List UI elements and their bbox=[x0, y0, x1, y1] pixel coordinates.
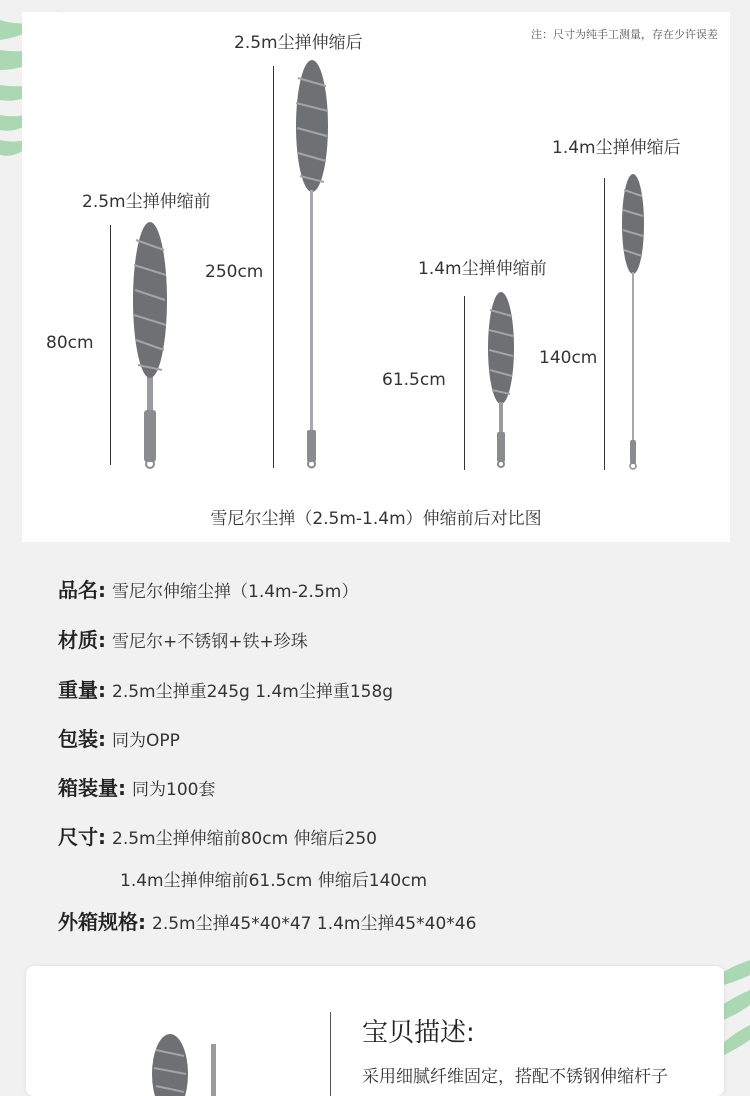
measure-line-short-before bbox=[464, 296, 465, 470]
spec-weight-value: 2.5m尘掸重245g 1.4m尘掸重158g bbox=[112, 682, 394, 702]
spec-material-key: 材质: bbox=[58, 628, 106, 652]
spec-size bbox=[58, 821, 377, 850]
spec-size-key: 尺寸: bbox=[58, 825, 106, 849]
measure-line-long-after bbox=[273, 66, 274, 468]
description-card bbox=[26, 966, 724, 1096]
spec-name bbox=[58, 574, 358, 603]
measure-short-before: 61.5cm bbox=[382, 370, 446, 390]
card-divider bbox=[330, 1012, 331, 1096]
label-long-before: 2.5m尘掸伸缩前 bbox=[82, 192, 211, 212]
spec-quantity-key: 箱装量: bbox=[58, 776, 126, 800]
duster-thumbnail-image bbox=[148, 1034, 228, 1096]
measure-short-after: 140cm bbox=[539, 348, 598, 368]
description-text: 采用细腻纤维固定，搭配不锈钢伸缩杆子 bbox=[362, 1067, 668, 1087]
spec-size-value-2: 1.4m尘掸伸缩前61.5cm 伸缩后140cm bbox=[120, 871, 428, 891]
spec-weight-key: 重量: bbox=[58, 678, 106, 702]
duster-long-after-image bbox=[290, 58, 334, 470]
duster-short-after-image bbox=[618, 172, 648, 472]
spec-name-key: 品名: bbox=[58, 578, 106, 602]
spec-material bbox=[58, 624, 308, 653]
comparison-caption: 雪尼尔尘掸（2.5m-1.4m）伸缩前后对比图 bbox=[210, 509, 542, 529]
spec-weight bbox=[58, 674, 393, 703]
measure-line-short-after bbox=[604, 178, 605, 470]
spec-quantity-value: 同为100套 bbox=[132, 780, 216, 800]
spec-package-key: 包装: bbox=[58, 727, 106, 751]
duster-short-before-image bbox=[483, 290, 519, 470]
spec-quantity bbox=[58, 772, 215, 801]
description-title: 宝贝描述: bbox=[362, 1018, 475, 1048]
spec-box-value: 2.5m尘掸45*40*47 1.4m尘掸45*40*46 bbox=[152, 914, 477, 934]
measure-long-before: 80cm bbox=[46, 333, 94, 353]
spec-name-value: 雪尼尔伸缩尘掸（1.4m-2.5m） bbox=[112, 582, 359, 602]
spec-material-value: 雪尼尔+不锈钢+铁+珍珠 bbox=[112, 632, 308, 652]
measurement-note: 注：尺寸为纯手工测量，存在少许误差 bbox=[531, 28, 718, 41]
label-short-before: 1.4m尘掸伸缩前 bbox=[418, 259, 547, 279]
label-long-after: 2.5m尘掸伸缩后 bbox=[234, 33, 363, 53]
comparison-panel bbox=[22, 12, 730, 542]
measure-long-after: 250cm bbox=[205, 262, 264, 282]
duster-long-before-image bbox=[128, 220, 172, 470]
spec-package bbox=[58, 723, 180, 752]
spec-box-key: 外箱规格: bbox=[58, 910, 146, 934]
label-short-after: 1.4m尘掸伸缩后 bbox=[552, 138, 681, 158]
spec-size-value-1: 2.5m尘掸伸缩前80cm 伸缩后250 bbox=[112, 829, 377, 849]
spec-box bbox=[58, 906, 476, 935]
spec-package-value: 同为OPP bbox=[112, 731, 180, 751]
measure-line-long-before bbox=[110, 225, 111, 465]
